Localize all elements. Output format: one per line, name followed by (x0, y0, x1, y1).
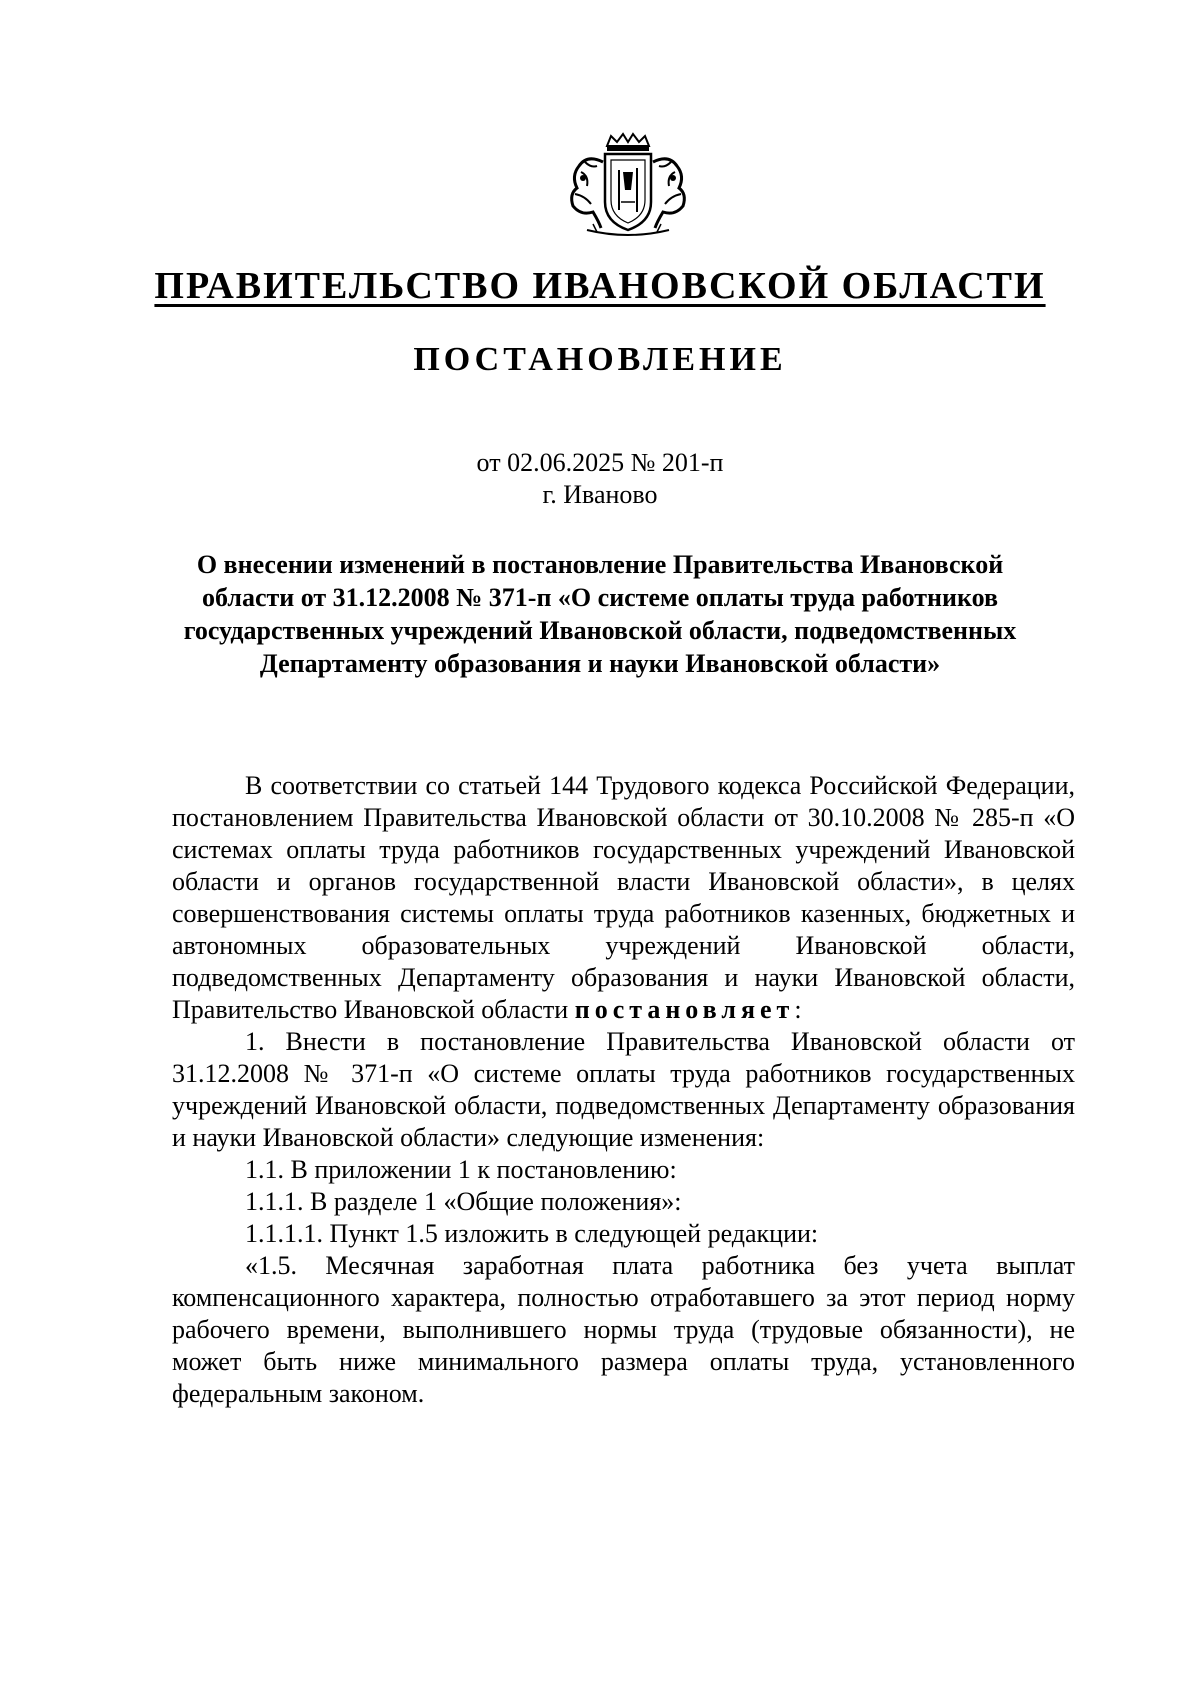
government-title: ПРАВИТЕЛЬСТВО ИВАНОВСКОЙ ОБЛАСТИ (154, 265, 1046, 307)
document-body (172, 770, 1075, 1410)
document-city: г. Иваново (542, 480, 658, 509)
document-type: ПОСТАНОВЛЕНИЕ (413, 341, 787, 378)
decree-colon: : (794, 995, 802, 1024)
preamble-text: В соответствии со статьей 144 Трудового кодекса Российской Федерации, постановлением Правительства Ивановской области от 30.10.2008 № 285-п «О системах оплаты труда работников государственных учреждений Ивановской области и органов государственной власти Ивановской области», в целях совершенствования системы оплаты труда работников казенных, бюджетных и автономных образовательных учреждений Ивановской области, подведомственных Департаменту образования и науки Ивановской области, Правительство Ивановской области (172, 771, 1075, 1024)
document-date-number: от 02.06.2025 № 201-п (476, 448, 724, 477)
item-1-5-text: «1.5. Месячная заработная плата работника без учета выплат компенсационного характера, полностью отработавшего за этот период норму рабочего времени, выполнившего нормы труда (трудовые обязанности), не может быть ниже минимального размера оплаты труда, установленного федеральным законом. (172, 1251, 1075, 1408)
item-1-1-1-1: 1.1.1.1. Пункт 1.5 изложить в следующей редакции: (245, 1219, 819, 1248)
item-1-1: 1.1. В приложении 1 к постановлению: (245, 1155, 677, 1184)
decree-word: постановляет (574, 995, 795, 1024)
coat-of-arms-icon (557, 132, 699, 238)
preamble-paragraph (172, 770, 1075, 1026)
document-heading: О внесении изменений в постановление Правительства Ивановской области от 31.12.2008 № 371-п «О системе оплаты труда работников государственных учреждений Ивановской области, подведомственных Департаменту образования и науки Ивановской области» (183, 550, 1017, 678)
item-1-1-1: 1.1.1. В разделе 1 «Общие положения»: (245, 1187, 682, 1216)
item-1: 1. Внести в постановление Правительства Ивановской области от 31.12.2008 № 371-п «О системе оплаты труда работников государственных учреждений Ивановской области, подведомственных Департаменту образования и науки Ивановской области» следующие изменения: (172, 1027, 1075, 1152)
